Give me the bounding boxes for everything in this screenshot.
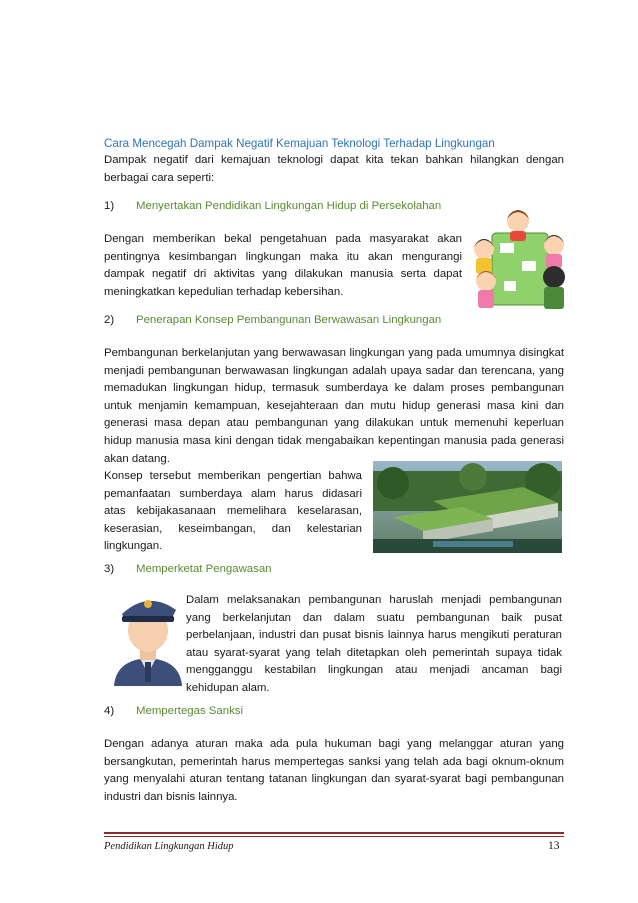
footer-rule-thick bbox=[104, 832, 564, 834]
section-2-paragraph: Pembangunan berkelanjutan yang berwawasan lingkungan yang pada umumnya disingkat menjadi pembangunan berwawasan lingkungan adalah upaya sadar dan terencana, yang memadukan lingkungan hidup, termasuk sumberdaya ke dalam proses pembangunan untuk menjamin kemampuan, kesejahteraan dan mutu hidup generasi masa kini dan generasi masa depan atau pembangunan yang dilakukan untuk memenuhi keperluan hidup manusia masa kini dengan tidak mengabaikan kepentingan manusia pada generasi akan datang. bbox=[104, 347, 564, 465]
section-2-heading: Penerapan Konsep Pembangunan Berwawasan Lingkungan bbox=[136, 314, 442, 326]
section-2-number: 2) bbox=[104, 314, 115, 326]
section-3-heading: Memperketat Pengawasan bbox=[136, 563, 272, 575]
section-4-paragraph: Dengan adanya aturan maka ada pula hukuman bagi yang melanggar aturan yang bersangkutan, pemerintah harus mempertegas sanksi yang telah ada bagi oknum-oknum yang menyalahi aturan tentang tatanan lingkungan dan syarat-syarat bagi pembangunan industri dan bisnis lainnya. bbox=[104, 738, 564, 803]
footer-title: Pendidikan Lingkungan Hidup bbox=[104, 841, 234, 852]
intro-paragraph: Dampak negatif dari kemajuan teknologi dapat kita tekan bahkan hilangkan dengan berbagai cara seperti: bbox=[104, 154, 564, 184]
green-roof-building-photo bbox=[373, 461, 562, 553]
section-1-number: 1) bbox=[104, 200, 115, 212]
page-number: 13 bbox=[548, 840, 560, 852]
section-4-number: 4) bbox=[104, 705, 115, 717]
section-1-paragraph: Dengan memberikan bekal pengetahuan pada masyarakat akan pentingnya kesimbangan lingkungan maka itu akan mengurangi dampak negatif dri aktivitas yang dilakukan manusia serta dapat meningkatkan kepedulian terhadap kebersihan. bbox=[104, 233, 462, 298]
section-4-heading: Mempertegas Sanksi bbox=[136, 705, 243, 717]
section-1-heading: Menyertakan Pendidikan Lingkungan Hidup di Persekolahan bbox=[136, 200, 442, 212]
section-3-paragraph: Dalam melaksanakan pembangunan haruslah menjadi pembangunan yang berkelanjutan dan dalam suatu pembangunan baik pusat perbelanjaan, industri dan pusat bisnis lainnya harus mengikuti peraturan atau syarat-syarat yang telah ditetapkan oleh pemerintah supaya tidak mengganggu kestabilan lingkungan atau menjadi ancaman bagi kehidupan alam. bbox=[186, 594, 562, 694]
children-group-illustration bbox=[470, 203, 568, 313]
police-officer-icon bbox=[110, 588, 186, 688]
footer-rule-thin bbox=[104, 836, 564, 837]
section-3-number: 3) bbox=[104, 563, 115, 575]
section-2-paragraph-2: Konsep tersebut memberikan pengertian bahwa pemanfaatan sumberdaya alam harus didasari atas kebijakasanaan memelihara keselarasan, keserasian, keseimbangan, dan kelestarian lingkungan. bbox=[104, 470, 362, 553]
section-title: Cara Mencegah Dampak Negatif Kemajuan Teknologi Terhadap Lingkungan bbox=[104, 137, 495, 150]
